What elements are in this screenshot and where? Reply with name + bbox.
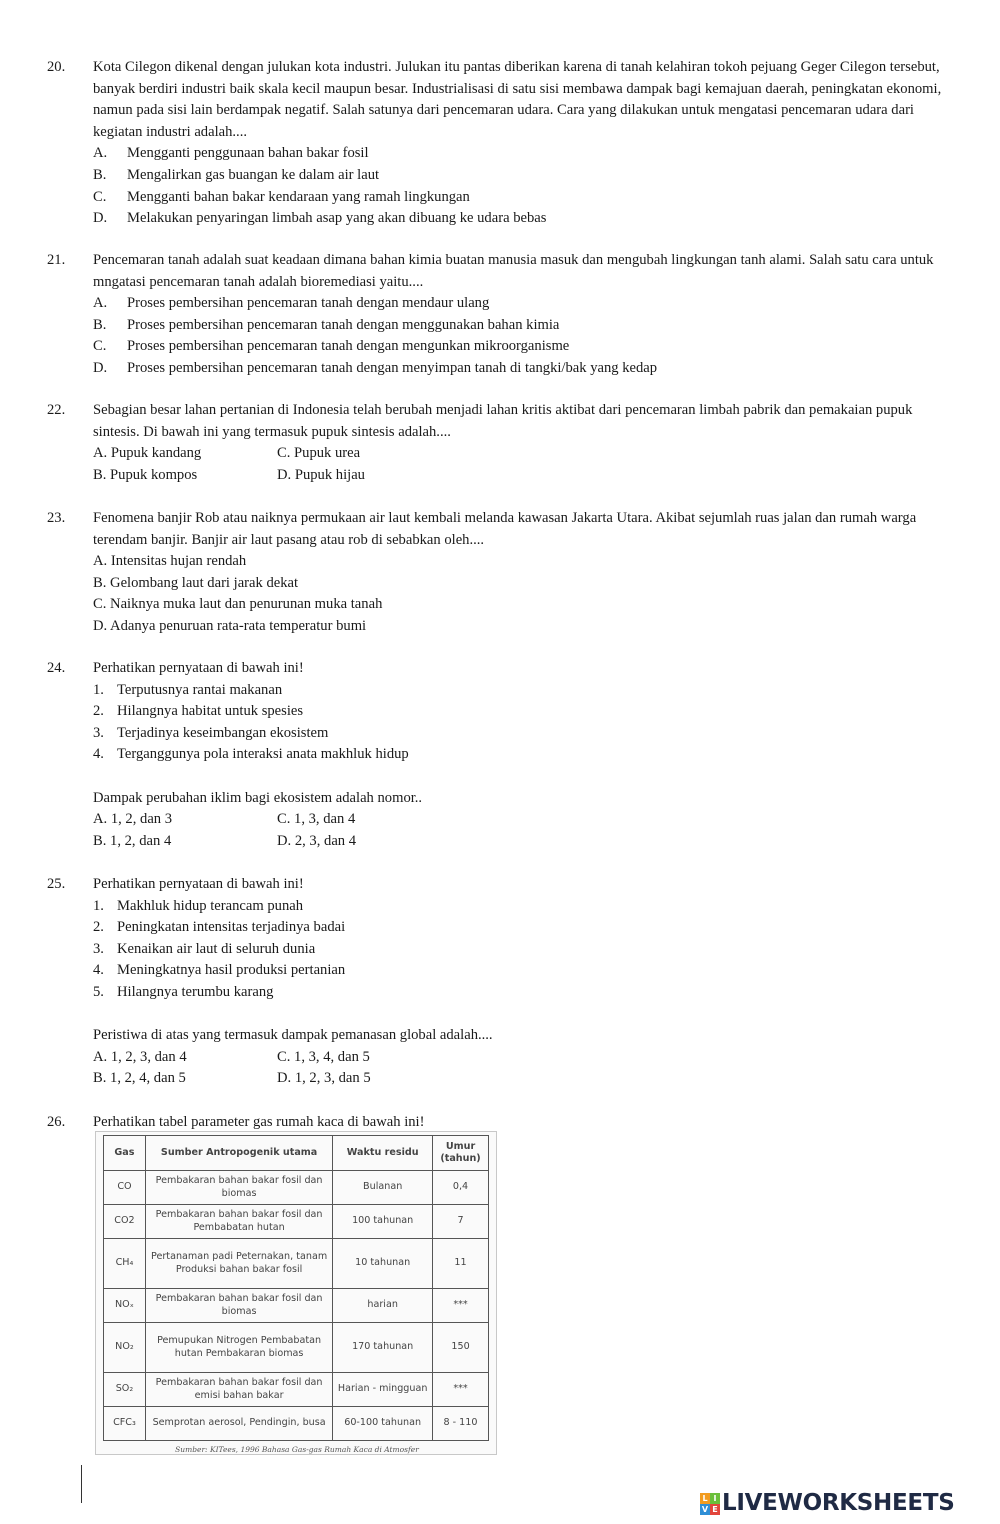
question-number: 26. xyxy=(47,1114,66,1130)
option-letter: C. xyxy=(93,338,107,355)
statement-text: Hilangnya terumbu karang xyxy=(117,983,274,1000)
header-source: Sumber Antropogenik utama xyxy=(145,1136,332,1171)
option-a[interactable] xyxy=(93,293,953,315)
question-number: 24. xyxy=(47,660,66,676)
statement-item xyxy=(93,917,953,939)
statement-text: Terganggunya pola interaksi anata makhluk hidup xyxy=(117,746,409,763)
cell-source: Pembakaran bahan bakar fosil dan emisi bahan bakar xyxy=(145,1373,332,1407)
cell-gas: NO₂ xyxy=(104,1323,146,1373)
option-c[interactable]: C. Pupuk urea xyxy=(277,445,361,462)
statement-item xyxy=(93,896,953,918)
option-text: Mengganti penggunaan bahan bakar fosil xyxy=(127,145,369,162)
cell-source: Pembakaran bahan bakar fosil dan biomas xyxy=(145,1171,332,1205)
option-b[interactable]: B. Pupuk kompos xyxy=(93,466,198,483)
option-c[interactable]: C. 1, 3, dan 4 xyxy=(277,811,356,828)
cell-source: Pembakaran bahan bakar fosil dan biomas xyxy=(145,1289,332,1323)
cell-residence: Bulanan xyxy=(333,1171,433,1205)
header-age: Umur (tahun) xyxy=(433,1136,489,1171)
option-text: Proses pembersihan pencemaran tanah dengan mengunkan mikroorganisme xyxy=(127,338,570,355)
option-d[interactable]: D. Pupuk hijau xyxy=(277,466,365,483)
table-row xyxy=(104,1239,489,1289)
option-b[interactable]: B. 1, 2, dan 4 xyxy=(93,832,172,849)
option-letter: D. xyxy=(93,210,108,227)
question-stem: Pencemaran tanah adalah suat keadaan dimana bahan kimia buatan manusia masuk dan mengubah lingkungan tanh alami. Salah satu cara untuk mngatasi pencemaran tanah adalah bioremediasi yaitu.... xyxy=(93,252,934,290)
statement-item xyxy=(93,960,953,982)
question-number: 25. xyxy=(47,876,66,892)
gas-table-figure xyxy=(95,1131,497,1455)
table-row xyxy=(104,1407,489,1441)
logo-tile: E xyxy=(710,1504,720,1515)
option-text: Proses pembersihan pencemaran tanah dengan mendaur ulang xyxy=(127,295,490,312)
cell-residence: 10 tahunan xyxy=(333,1239,433,1289)
logo-tile: V xyxy=(701,1505,709,1514)
spacer xyxy=(93,1004,953,1026)
statement-item xyxy=(93,723,953,745)
statement-number: 3. xyxy=(93,724,104,741)
option-b[interactable]: B. Gelombang laut dari jarak dekat xyxy=(93,574,299,591)
liveworksheets-wordmark: LIVEWORKSHEETS xyxy=(722,1490,955,1517)
cell-gas: CO xyxy=(104,1171,146,1205)
option-text: Proses pembersihan pencemaran tanah dengan menggunakan bahan kimia xyxy=(127,316,560,333)
question-body xyxy=(93,250,953,380)
statement-item xyxy=(93,680,953,702)
question-body xyxy=(93,400,953,486)
question-stem: Fenomena banjir Rob atau naiknya permukaan air laut kembali melanda kawasan Jakarta Utara. Akibat sejumlah ruas jalan dan rumah warga terendam banjir. Banjir air laut pasang atau rob di sebabkan oleh.... xyxy=(93,510,917,548)
option-a[interactable]: A. 1, 2, dan 3 xyxy=(93,811,173,828)
statement-item xyxy=(93,701,953,723)
cell-gas: NOₓ xyxy=(104,1289,146,1323)
option-d[interactable]: D. 1, 2, 3, dan 5 xyxy=(277,1070,371,1087)
table-row xyxy=(104,1171,489,1205)
option-c[interactable]: C. 1, 3, 4, dan 5 xyxy=(277,1048,370,1065)
option-a[interactable] xyxy=(93,143,953,165)
question-number: 20. xyxy=(47,59,66,75)
statement-text: Terputusnya rantai makanan xyxy=(117,681,283,698)
question-number: 22. xyxy=(47,402,66,418)
statement-number: 1. xyxy=(93,897,104,914)
logo-tile: I xyxy=(710,1493,720,1504)
cell-residence: harian xyxy=(333,1289,433,1323)
option-c[interactable] xyxy=(93,187,953,209)
statement-text: Terjadinya keseimbangan ekosistem xyxy=(117,724,329,741)
option-a[interactable]: A. 1, 2, 3, dan 4 xyxy=(93,1048,187,1065)
cell-residence: 60-100 tahunan xyxy=(333,1407,433,1441)
option-b[interactable] xyxy=(93,165,953,187)
question-stem: Perhatikan pernyataan di bawah ini! xyxy=(93,876,304,892)
option-letter: A. xyxy=(93,295,108,312)
options-grid xyxy=(93,443,953,486)
table-source-caption: Sumber: KITees, 1996 Bahasa Gas-gas Rumah Kaca di Atmosfer xyxy=(175,1445,419,1454)
cell-residence: Harian - mingguan xyxy=(333,1373,433,1407)
question-stem: Kota Cilegon dikenal dengan julukan kota industri. Julukan itu pantas diberikan karena di tanah kelahiran tokoh pejuang Geger Cilegon tersebut, banyak berdiri industri baik skala kecil maupun besar. Industrialisasi di satu sisi membawa dampak bagi kemajuan daerah, peningkatan ekonomi, namun pada sisi lain berdampak negatif. Salah satunya dari pencemaran udara. Cara yang dilakukan untuk mengatasi pencemaran udara dari kegiatan industri adalah.... xyxy=(93,59,942,140)
cell-gas: CO2 xyxy=(104,1205,146,1239)
cell-age: 11 xyxy=(433,1239,489,1289)
option-text: Mengganti bahan bakar kendaraan yang ramah lingkungan xyxy=(127,188,470,205)
spacer xyxy=(93,766,953,788)
option-text: Melakukan penyaringan limbah asap yang akan dibuang ke udara bebas xyxy=(127,210,547,227)
cell-source: Pembakaran bahan bakar fosil dan Pembabatan hutan xyxy=(145,1205,332,1239)
statement-text: Meningkatnya hasil produksi pertanian xyxy=(117,962,346,979)
table-row xyxy=(104,1289,489,1323)
logo-tile: L xyxy=(700,1493,710,1504)
statement-number: 2. xyxy=(93,703,104,720)
statement-number: 3. xyxy=(93,940,104,957)
cell-age: 7 xyxy=(433,1205,489,1239)
header-gas: Gas xyxy=(104,1136,146,1171)
option-c[interactable] xyxy=(93,336,953,358)
cell-age: 0,4 xyxy=(433,1171,489,1205)
option-letter: B. xyxy=(93,166,107,183)
option-d[interactable] xyxy=(93,358,953,380)
question-stem: Sebagian besar lahan pertanian di Indonesia telah berubah menjadi lahan kritis aktibat dari pencemaran limbah pabrik dan pemakaian pupuk sintesis. Di bawah ini yang termasuk pupuk sintesis adalah.... xyxy=(93,402,913,440)
header-residence: Waktu residu xyxy=(333,1136,433,1171)
table-row xyxy=(104,1205,489,1239)
statement-number: 4. xyxy=(93,746,104,763)
cell-age: 150 xyxy=(433,1323,489,1373)
question-body xyxy=(93,874,953,1090)
option-a[interactable]: A. Pupuk kandang xyxy=(93,445,202,462)
statement-text: Hilangnya habitat untuk spesies xyxy=(117,703,304,720)
option-letter: C. xyxy=(93,188,107,205)
cell-age: 8 - 110 xyxy=(433,1407,489,1441)
question-prompt: Dampak perubahan iklim bagi ekosistem adalah nomor.. xyxy=(93,789,423,806)
statement-text: Makhluk hidup terancam punah xyxy=(117,897,304,914)
option-c[interactable]: C. Naiknya muka laut dan penurunan muka tanah xyxy=(93,596,383,613)
cell-gas: CFC₃ xyxy=(104,1407,146,1441)
cell-residence: 100 tahunan xyxy=(333,1205,433,1239)
options-grid xyxy=(93,1047,953,1090)
question-number: 23. xyxy=(47,510,66,526)
gas-table xyxy=(103,1135,489,1441)
statement-item xyxy=(93,939,953,961)
option-text: Mengalirkan gas buangan ke dalam air laut xyxy=(127,166,380,183)
question-body xyxy=(93,508,953,638)
statement-text: Peningkatan intensitas terjadinya badai xyxy=(117,919,346,936)
question-body xyxy=(93,658,953,852)
cell-residence: 170 tahunan xyxy=(333,1323,433,1373)
option-letter: A. xyxy=(93,145,108,162)
margin-line xyxy=(81,1465,82,1503)
option-b[interactable]: B. 1, 2, 4, dan 5 xyxy=(93,1070,186,1087)
question-body xyxy=(93,57,953,230)
cell-source: Pertanaman padi Peternakan, tanam Produksi bahan bakar fosil xyxy=(145,1239,332,1289)
statement-number: 4. xyxy=(93,962,104,979)
cell-gas: SO₂ xyxy=(104,1373,146,1407)
option-letter: D. xyxy=(93,359,108,376)
option-b[interactable] xyxy=(93,315,953,337)
question-number: 21. xyxy=(47,252,66,268)
cell-age: *** xyxy=(433,1373,489,1407)
statement-number: 2. xyxy=(93,919,104,936)
table-header-row xyxy=(104,1136,489,1171)
cell-source: Pemupukan Nitrogen Pembabatan hutan Pembakaran biomas xyxy=(145,1323,332,1373)
option-d[interactable]: D. 2, 3, dan 4 xyxy=(277,832,357,849)
option-d[interactable]: D. Adanya penuruan rata-rata temperatur bumi xyxy=(93,617,367,634)
question-prompt: Peristiwa di atas yang termasuk dampak pemanasan global adalah.... xyxy=(93,1027,493,1044)
option-d[interactable] xyxy=(93,208,953,230)
cell-age: *** xyxy=(433,1289,489,1323)
statement-number: 5. xyxy=(93,983,104,1000)
option-a[interactable]: A. Intensitas hujan rendah xyxy=(93,553,247,570)
statement-number: 1. xyxy=(93,681,104,698)
option-letter: B. xyxy=(93,316,107,333)
statement-item xyxy=(93,744,953,766)
cell-source: Semprotan aerosol, Pendingin, busa xyxy=(145,1407,332,1441)
question-stem: Perhatikan pernyataan di bawah ini! xyxy=(93,660,304,676)
question-stem: Perhatikan tabel parameter gas rumah kaca di bawah ini! xyxy=(93,1114,425,1130)
cell-gas: CH₄ xyxy=(104,1239,146,1289)
table-row xyxy=(104,1373,489,1407)
options-grid xyxy=(93,809,953,852)
table-row xyxy=(104,1323,489,1373)
option-text: Proses pembersihan pencemaran tanah dengan menyimpan tanah di tangki/bak yang kedap xyxy=(127,359,658,376)
statement-text: Kenaikan air laut di seluruh dunia xyxy=(117,940,316,957)
liveworksheets-logo[interactable] xyxy=(700,1489,954,1519)
liveworksheets-icon xyxy=(700,1493,720,1515)
statement-item xyxy=(93,982,953,1004)
